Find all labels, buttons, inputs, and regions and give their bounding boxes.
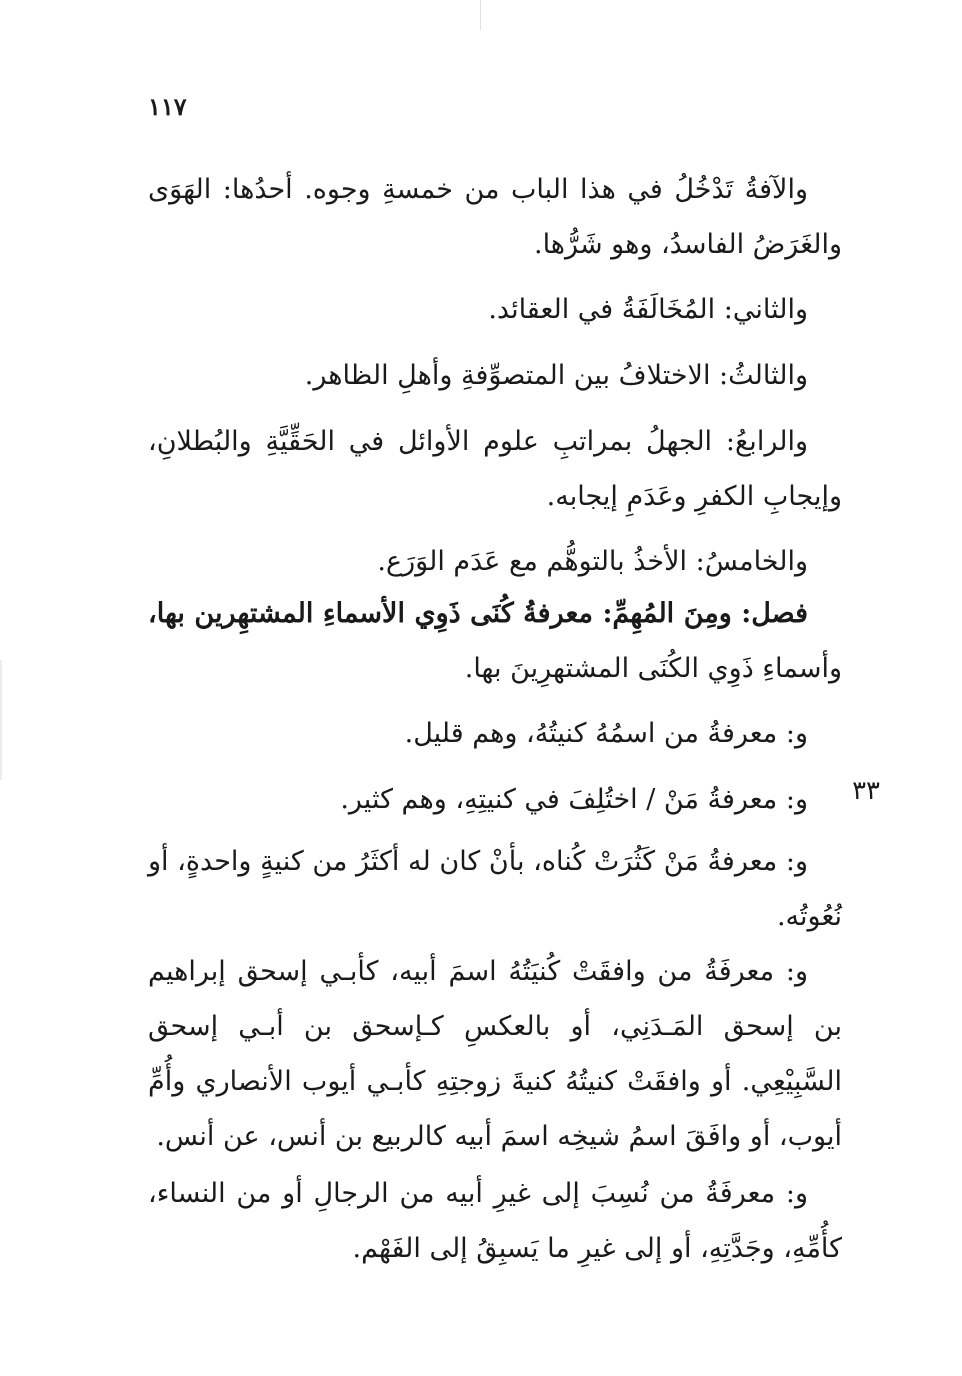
para-third bbox=[148, 348, 842, 403]
para-kunya-name bbox=[148, 706, 842, 761]
paragraph: و: معرفةُ مَنْ كَثُرَتْ كُناه، بأنْ كان له أكثَرُ من كنيةٍ واحدةٍ، أو نُعُوتُه. bbox=[148, 846, 842, 932]
paragraph: و: معرفَةُ من نُسِبَ إلى غيرِ أبيه من الرجالِ أو من النساء، كأُمِّهِ، وجَدَّتِهِ، أو إلى غيرِ ما يَسبِقُ إلى الفَهْم. bbox=[148, 1178, 842, 1264]
paragraph: و: معرفةُ من اسمُهُ كنيتُهُ، وهم قليل. bbox=[404, 718, 808, 749]
scan-edge-mark bbox=[0, 660, 2, 780]
para-kunya-father bbox=[148, 944, 842, 1164]
para-afah bbox=[148, 162, 842, 272]
paragraph: والخامسُ: الأخذُ بالتوهُّم مع عَدَم الوَرَع. bbox=[377, 546, 808, 577]
para-many-kunyas bbox=[148, 834, 842, 944]
paragraph bbox=[148, 586, 842, 696]
para-fifth bbox=[148, 534, 842, 589]
margin-page-reference: ٣٣ bbox=[852, 776, 880, 806]
page-number: ١١٧ bbox=[148, 92, 187, 121]
section-heading: فصل: ومِنَ المُهِمِّ: معرفةُ كُنَى ذَوِي الأسماءِ المشتهِرين بها، bbox=[148, 598, 808, 629]
section-heading-paragraph bbox=[148, 586, 842, 696]
section-heading-rest: وأسماءِ ذَوِي الكُنَى المشتهرِينَ بها. bbox=[464, 653, 842, 684]
para-attributed bbox=[148, 1166, 842, 1276]
para-fourth bbox=[148, 414, 842, 524]
page-crease bbox=[480, 0, 481, 30]
paragraph: والرابعُ: الجهلُ بمراتبِ علوم الأوائل في الحَقِّيَّةِ والبُطلانِ، وإيجابِ الكفرِ وعَدَمِ إيجابه. bbox=[148, 426, 842, 512]
paragraph: والثالثُ: الاختلافُ بين المتصوِّفةِ وأهلِ الظاهر. bbox=[304, 360, 808, 391]
paragraph: والآفةُ تَدْخُلُ في هذا الباب من خمسةِ وجوه. أحدُها: الهَوَى والغَرَضُ الفاسدُ، وهو شَرُّها. bbox=[148, 174, 842, 260]
para-second bbox=[148, 282, 842, 337]
paragraph: والثاني: المُخَالَفَةُ في العقائد. bbox=[488, 294, 808, 325]
para-kunya-disputed bbox=[148, 772, 842, 827]
paragraph: و: معرفَةُ من وافقَتْ كُنيَتُهُ اسمَ أبيه، كأبـي إسحق إبراهيم بن إسحق المَـدَنِي، أو بالعكسِ كـإسحق بن أبـي إسحق السَّبِيْعِي. أو وافقَتْ كنيتُهُ كنيةَ زوجتِهِ كأبـي أيوب الأنصاري وأُمِّ أيوب، أو وافَقَ اسمُ شيخِه اسمَ أبيه كالربيع بن أنس، عن أنس. bbox=[148, 956, 842, 1152]
paragraph: و: معرفةُ مَنْ / اختُلِفَ في كنيتِهِ، وهم كثير. bbox=[340, 784, 808, 815]
